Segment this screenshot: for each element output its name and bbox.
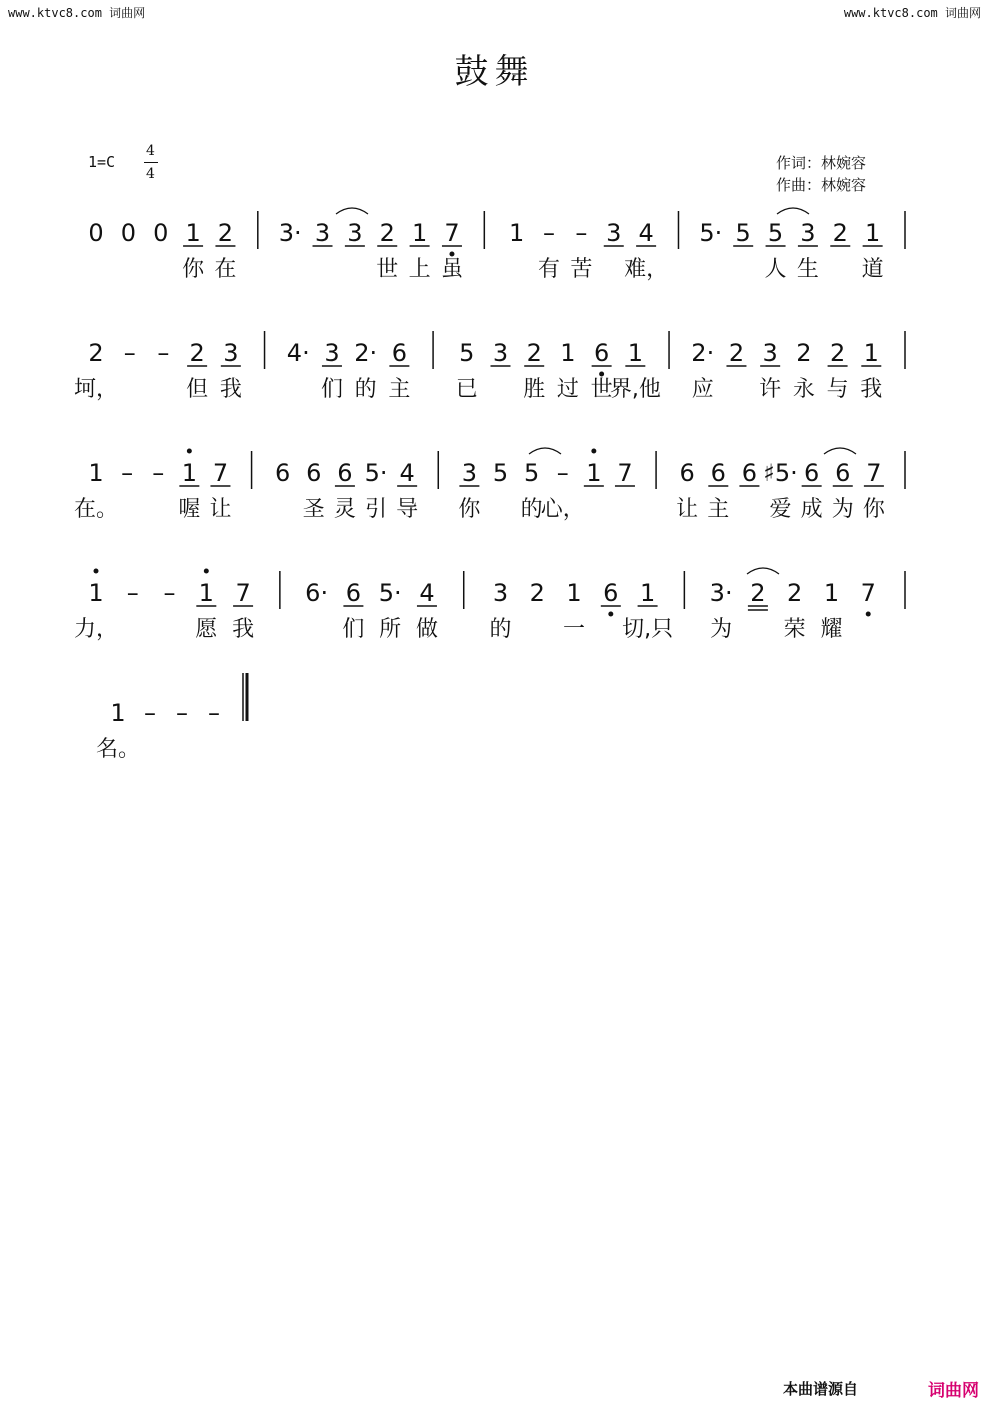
lyric-syllable: 让: [676, 497, 699, 522]
score-note: 6: [337, 459, 353, 487]
score-note: 1: [823, 579, 840, 607]
score-note: 1: [560, 339, 576, 367]
score-note: –: [123, 339, 136, 367]
lyric-syllable: 虽: [440, 257, 463, 282]
lyric-syllable: 难，: [624, 257, 669, 282]
score-note: 6: [306, 459, 322, 487]
score-note: 3: [492, 339, 509, 367]
lyric-syllable: 但: [186, 377, 209, 402]
score-note: 7: [866, 459, 882, 487]
octave-down-dot: [599, 372, 604, 377]
score-note: 3·: [278, 219, 302, 247]
score-note: 7: [860, 579, 876, 607]
score-note: 2·: [691, 339, 715, 367]
lyric-syllable: 我: [860, 377, 883, 402]
score-note: 3: [762, 339, 778, 367]
site-header-right[interactable]: www.ktvc8.com 词曲网: [843, 6, 981, 20]
score-note: 3: [461, 459, 478, 487]
score-note: 1: [185, 219, 201, 247]
key-signature: 1=C: [88, 153, 116, 171]
score-note: 6·: [305, 579, 329, 607]
score-note: 4: [419, 579, 435, 607]
score-note: 6: [603, 579, 619, 607]
octave-down-dot: [449, 252, 454, 257]
score-note: 2: [217, 219, 234, 247]
lyric-syllable: 永: [792, 377, 815, 402]
lyric-syllable: 们: [320, 377, 343, 402]
score-note: 6: [345, 579, 362, 607]
score-note: 3: [314, 219, 331, 247]
lyric-syllable: 许: [759, 377, 782, 402]
score-note: 1: [88, 459, 104, 487]
lyric-syllable: 生: [796, 257, 819, 282]
lyric-syllable: 道: [861, 257, 884, 282]
lyric-syllable: 世: [590, 377, 613, 402]
footer-source-text: 本曲谱源自: [783, 1380, 859, 1398]
lyric-syllable: 为: [710, 617, 733, 642]
slur-arc: [824, 448, 856, 454]
lyric-syllable: 的: [354, 377, 377, 402]
octave-up-dot: [204, 569, 209, 574]
lyric-syllable: 你: [458, 497, 481, 522]
lyric-syllable: 你: [182, 257, 205, 282]
score-note: 1: [88, 579, 104, 607]
score-note: 1: [181, 459, 197, 487]
score-note: –: [126, 579, 139, 607]
score-note: –: [157, 339, 170, 367]
score-note: 3: [800, 219, 816, 247]
score-note: 6: [275, 459, 291, 487]
score-note: 0: [153, 219, 169, 247]
octave-up-dot: [94, 569, 99, 574]
score-note: –: [176, 699, 188, 727]
slur-arc: [529, 448, 561, 454]
octave-down-dot: [608, 612, 613, 617]
score-note: –: [152, 459, 165, 487]
lyric-syllable: 做: [415, 617, 438, 642]
composer-credit: 作曲：林婉容: [776, 176, 867, 194]
lyric-syllable: 导: [396, 497, 419, 522]
lyric-syllable: 我: [232, 617, 255, 642]
lyric-syllable: 胜: [523, 377, 546, 402]
lyric-syllable: 圣: [302, 497, 325, 522]
score-note: –: [144, 699, 156, 727]
lyric-syllable: 愿: [195, 617, 218, 642]
lyric-syllable: 心，: [540, 497, 585, 522]
lyric-syllable: 与: [826, 377, 849, 402]
score-note: –: [543, 219, 556, 247]
score-note: 1: [509, 219, 525, 247]
score-note: –: [575, 219, 588, 247]
score-note: 5: [735, 219, 751, 247]
score-note: 2: [529, 579, 545, 607]
score-note: 6: [679, 459, 695, 487]
score-note: 1: [864, 219, 881, 247]
score-note: 6: [804, 459, 820, 487]
lyric-syllable: 的: [520, 497, 543, 522]
lyric-syllable: 有: [538, 257, 561, 282]
score-note: 7: [212, 459, 229, 487]
score-note: –: [208, 699, 220, 727]
score-note: 2: [829, 339, 846, 367]
lyric-syllable: 我: [219, 377, 242, 402]
octave-up-dot: [591, 449, 596, 454]
score-note: 2: [526, 339, 542, 367]
score-note: 7: [617, 459, 633, 487]
lyric-syllable: 界,他: [609, 377, 661, 402]
score-note: 2: [787, 579, 803, 607]
score-note: 4·: [286, 339, 310, 367]
score-note: 1: [863, 339, 879, 367]
lyric-syllable: 一: [563, 617, 586, 642]
score-note: 1: [639, 579, 656, 607]
site-header-left[interactable]: www.ktvc8.com 词曲网: [8, 6, 146, 20]
score-note: 6: [391, 339, 408, 367]
score-note: 6: [741, 459, 758, 487]
score-note: 3·: [709, 579, 733, 607]
score-note: 3: [223, 339, 239, 367]
score-note: 6: [593, 339, 610, 367]
octave-up-dot: [187, 449, 192, 454]
lyric-syllable: 的: [489, 617, 512, 642]
score-note: 2: [88, 339, 104, 367]
lyric-syllable: 应: [691, 377, 714, 402]
lyric-syllable: 引: [365, 497, 388, 522]
slur-arc: [747, 568, 779, 574]
slur-arc: [336, 208, 368, 214]
score-note: 4: [399, 459, 415, 487]
lyric-syllable: 成: [800, 497, 823, 522]
score-note: 5: [492, 459, 509, 487]
score-note: 3: [324, 339, 340, 367]
lyric-syllable: 过: [556, 377, 579, 402]
score-note: 6: [710, 459, 726, 487]
score-note: 2: [728, 339, 745, 367]
score-note: 3: [492, 579, 509, 607]
score-note: 1: [198, 579, 214, 607]
score-note: –: [121, 459, 134, 487]
score-note: 0: [88, 219, 104, 247]
score-note: 1: [110, 699, 126, 727]
lyric-syllable: 在。: [73, 497, 119, 522]
score-note: 2: [796, 339, 812, 367]
lyric-syllable: 切,只: [622, 617, 674, 642]
score-note: –: [163, 579, 176, 607]
lyricist-credit: 作词：林婉容: [776, 154, 867, 172]
lyric-syllable: 人: [764, 257, 787, 282]
score-note: 5·: [364, 459, 388, 487]
lyric-syllable: 所: [379, 617, 402, 642]
lyric-syllable: 在: [214, 257, 237, 282]
lyric-syllable: 们: [342, 617, 365, 642]
slur-arc: [777, 208, 809, 214]
score-note: 2: [379, 219, 395, 247]
lyric-syllable: 耀: [820, 617, 843, 642]
score-note: ♯5·: [763, 459, 798, 487]
score-note: 7: [235, 579, 251, 607]
score-note: 2·: [354, 339, 378, 367]
score-note: 6: [835, 459, 851, 487]
lyric-syllable: 灵: [333, 497, 356, 522]
score-note: 1: [586, 459, 602, 487]
score-note: 3: [347, 219, 363, 247]
score-note: 5·: [699, 219, 723, 247]
lyric-syllable: 爱: [769, 497, 792, 522]
score-note: 5: [523, 459, 540, 487]
score-note: 2: [189, 339, 205, 367]
lyric-syllable: 力，: [73, 617, 119, 642]
score-note: 2: [832, 219, 848, 247]
lyric-syllable: 荣: [783, 617, 806, 642]
score-note: 0: [120, 219, 137, 247]
score-note: 1: [627, 339, 643, 367]
footer-logo[interactable]: 词曲网: [928, 1381, 979, 1401]
lyric-syllable: 世: [376, 257, 399, 282]
score-note: 2: [750, 579, 766, 607]
score-note: 3: [606, 219, 622, 247]
time-signature-bottom: 4: [146, 166, 155, 182]
lyric-syllable: 坷，: [73, 377, 119, 402]
lyric-syllable: 主: [388, 377, 411, 402]
lyric-syllable: 苦: [570, 257, 593, 282]
song-title: 鼓舞: [454, 52, 535, 92]
score-note: 4: [638, 219, 654, 247]
time-signature-top: 4: [146, 143, 155, 159]
lyric-syllable: 为: [831, 497, 854, 522]
score-note: –: [556, 459, 569, 487]
lyric-syllable: 上: [408, 257, 431, 282]
score-note: 7: [444, 219, 460, 247]
lyric-syllable: 已: [455, 377, 478, 402]
score-note: 5: [767, 219, 784, 247]
score-note: 1: [566, 579, 582, 607]
lyric-syllable: 喔: [178, 497, 201, 522]
score-note: 5: [459, 339, 475, 367]
lyric-syllable: 你: [862, 497, 885, 522]
lyric-syllable: 让: [209, 497, 232, 522]
lyric-syllable: 主: [707, 497, 730, 522]
octave-down-dot: [866, 612, 871, 617]
score-note: 1: [411, 219, 428, 247]
lyric-syllable: 名。: [95, 737, 141, 762]
score-note: 5·: [378, 579, 402, 607]
